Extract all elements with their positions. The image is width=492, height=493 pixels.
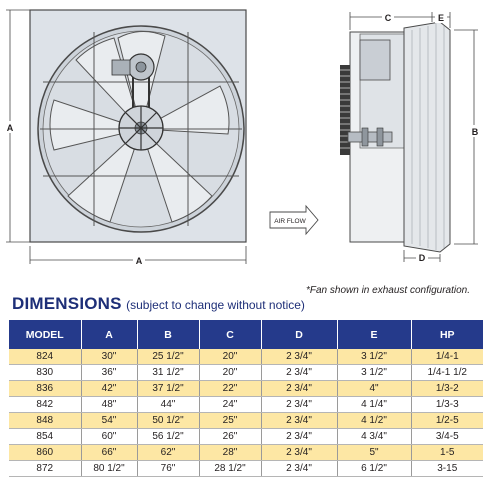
table-cell: 30": [81, 349, 137, 365]
dimension-b-label: B: [471, 127, 479, 137]
table-cell: 62": [137, 445, 199, 461]
table-cell: 3 1/2": [337, 349, 411, 365]
table-cell: 20": [199, 365, 261, 381]
table-cell: 830: [9, 365, 81, 381]
dimension-d-label: D: [418, 253, 426, 263]
table-cell: 2 3/4": [261, 349, 337, 365]
table-cell: 50 1/2": [137, 413, 199, 429]
column-header-hp: HP: [411, 320, 483, 349]
table-cell: 66": [81, 445, 137, 461]
column-header-a: A: [81, 320, 137, 349]
table-cell: 3-15: [411, 461, 483, 477]
table-cell: 28": [199, 445, 261, 461]
column-header-model: MODEL: [9, 320, 81, 349]
table-cell: 25 1/2": [137, 349, 199, 365]
table-cell: 4 3/4": [337, 429, 411, 445]
air-flow-label: AIR FLOW: [274, 218, 306, 225]
table-cell: 56 1/2": [137, 429, 199, 445]
table-cell: 5": [337, 445, 411, 461]
column-header-d: D: [261, 320, 337, 349]
dimension-c-label: C: [384, 13, 392, 23]
table-cell: 3 1/2": [337, 365, 411, 381]
side-view-drawing: [270, 11, 481, 263]
table-cell: 4 1/4": [337, 397, 411, 413]
table-cell: 1/4-1 1/2: [411, 365, 483, 381]
table-cell: 24": [199, 397, 261, 413]
table-cell: 2 3/4": [261, 461, 337, 477]
table-cell: 854: [9, 429, 81, 445]
dimensions-table: [9, 320, 483, 477]
table-row: [9, 445, 483, 461]
dimension-e-label: E: [437, 13, 445, 23]
table-cell: 2 3/4": [261, 397, 337, 413]
dimension-a-side-label: A: [6, 123, 14, 133]
table-cell: 4": [337, 381, 411, 397]
table-cell: 860: [9, 445, 81, 461]
configuration-footnote: *Fan shown in exhaust configuration.: [306, 285, 470, 296]
table-cell: 2 3/4": [261, 445, 337, 461]
table-cell: 76": [137, 461, 199, 477]
table-cell: 1-5: [411, 445, 483, 461]
table-cell: 6 1/2": [337, 461, 411, 477]
table-cell: 836: [9, 381, 81, 397]
table-cell: 22": [199, 381, 261, 397]
column-header-c: C: [199, 320, 261, 349]
table-cell: 824: [9, 349, 81, 365]
table-cell: 2 3/4": [261, 381, 337, 397]
table-cell: 848: [9, 413, 81, 429]
table-cell: 1/2-5: [411, 413, 483, 429]
dimension-a-bottom-label: A: [135, 256, 143, 266]
table-header-row: [9, 320, 483, 349]
table-row: [9, 429, 483, 445]
dimensions-heading: [12, 294, 305, 314]
table-cell: 842: [9, 397, 81, 413]
table-cell: 872: [9, 461, 81, 477]
table-cell: 4 1/2": [337, 413, 411, 429]
table-cell: 54": [81, 413, 137, 429]
column-header-e: E: [337, 320, 411, 349]
front-view-drawing: [5, 10, 246, 266]
table-cell: 28 1/2": [199, 461, 261, 477]
table-cell: 2 3/4": [261, 413, 337, 429]
table-cell: 1/3-3: [411, 397, 483, 413]
table-cell: 37 1/2": [137, 381, 199, 397]
table-cell: 25": [199, 413, 261, 429]
table-cell: 60": [81, 429, 137, 445]
dimensions-title: DIMENSIONS: [12, 294, 122, 313]
table-cell: 26": [199, 429, 261, 445]
table-cell: 3/4-5: [411, 429, 483, 445]
table-row: [9, 397, 483, 413]
table-row: [9, 413, 483, 429]
dimensions-subtitle: (subject to change without notice): [126, 298, 305, 312]
column-header-b: B: [137, 320, 199, 349]
table-row: [9, 381, 483, 397]
table-row: [9, 461, 483, 477]
table-cell: 2 3/4": [261, 429, 337, 445]
table-cell: 1/4-1: [411, 349, 483, 365]
table-cell: 48": [81, 397, 137, 413]
table-cell: 1/3-2: [411, 381, 483, 397]
table-cell: 80 1/2": [81, 461, 137, 477]
table-cell: 2 3/4": [261, 365, 337, 381]
table-cell: 36": [81, 365, 137, 381]
table-row: [9, 365, 483, 381]
table-cell: 20": [199, 349, 261, 365]
table-row: [9, 349, 483, 365]
table-cell: 31 1/2": [137, 365, 199, 381]
table-cell: 44": [137, 397, 199, 413]
table-cell: 42": [81, 381, 137, 397]
